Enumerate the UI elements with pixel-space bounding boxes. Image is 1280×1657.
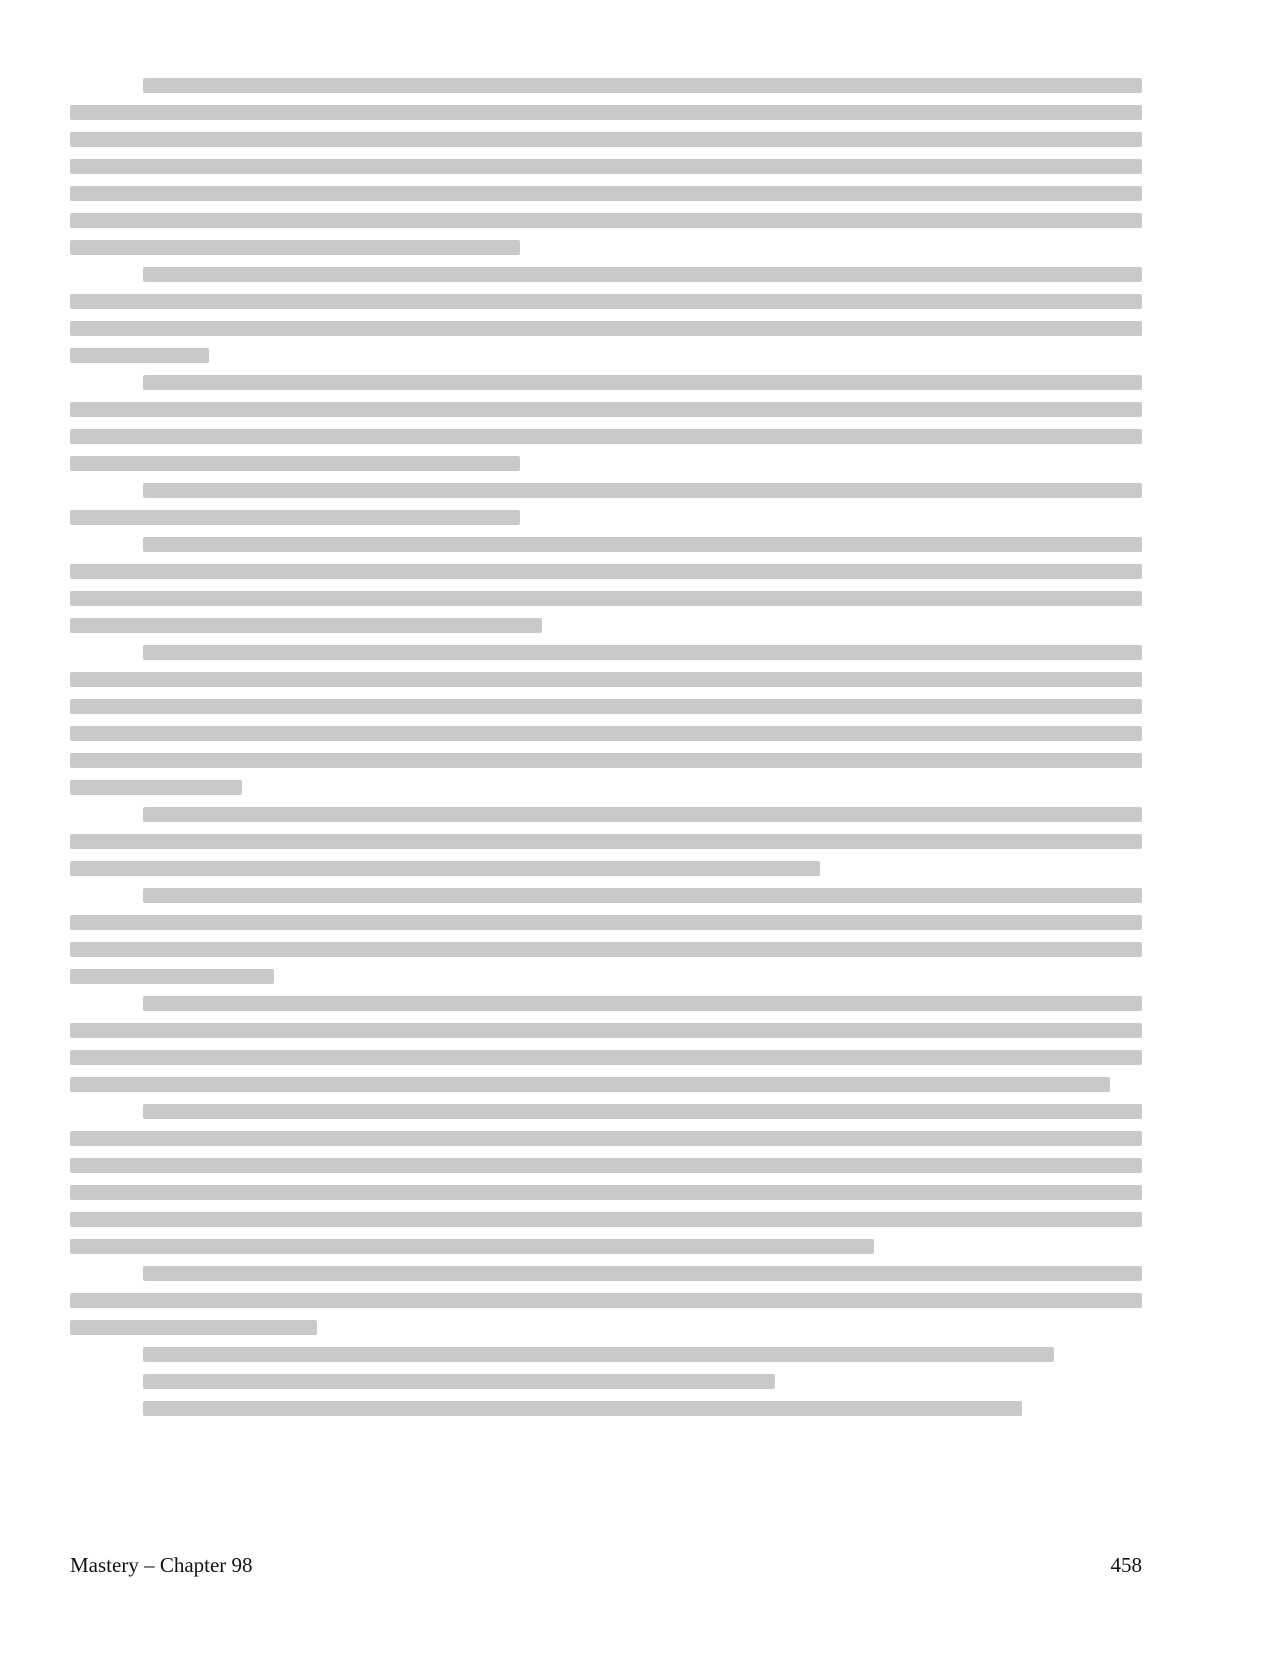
paragraph-redacted xyxy=(70,1341,1142,1368)
text-line-redacted xyxy=(70,990,1142,1017)
text-line-redacted xyxy=(70,1098,1142,1125)
text-line-redacted xyxy=(70,477,1142,504)
text-line-redacted xyxy=(70,1287,1142,1314)
text-line-redacted xyxy=(70,1044,1142,1071)
paragraph-redacted xyxy=(70,369,1142,477)
footer-page-number: 458 xyxy=(1110,1553,1142,1577)
paragraph-redacted xyxy=(70,801,1142,882)
text-line-redacted xyxy=(70,1179,1142,1206)
text-line-redacted xyxy=(70,99,1142,126)
text-line-redacted xyxy=(70,558,1142,585)
text-line-redacted xyxy=(70,801,1142,828)
text-line-redacted xyxy=(70,963,1142,990)
text-line-redacted xyxy=(70,693,1142,720)
text-line-redacted xyxy=(70,747,1142,774)
body-text-column xyxy=(70,72,1142,1422)
text-line-redacted xyxy=(70,153,1142,180)
text-line-redacted xyxy=(70,1341,1142,1368)
text-line-redacted xyxy=(70,423,1142,450)
text-line-redacted xyxy=(70,72,1142,99)
text-line-redacted xyxy=(70,1395,1142,1422)
text-line-redacted xyxy=(70,450,1142,477)
text-line-redacted xyxy=(70,369,1142,396)
paragraph-redacted xyxy=(70,72,1142,261)
text-line-redacted xyxy=(70,288,1142,315)
paragraph-redacted xyxy=(70,990,1142,1098)
paragraph-redacted xyxy=(70,1098,1142,1260)
paragraph-redacted xyxy=(70,1260,1142,1341)
paragraph-redacted xyxy=(70,531,1142,639)
text-line-redacted xyxy=(70,828,1142,855)
text-line-redacted xyxy=(70,585,1142,612)
text-line-redacted xyxy=(70,774,1142,801)
text-line-redacted xyxy=(70,1233,1142,1260)
text-line-redacted xyxy=(70,612,1142,639)
text-line-redacted xyxy=(70,180,1142,207)
text-line-redacted xyxy=(70,1125,1142,1152)
text-line-redacted xyxy=(70,639,1142,666)
text-line-redacted xyxy=(70,207,1142,234)
paragraph-redacted xyxy=(70,261,1142,369)
text-line-redacted xyxy=(70,720,1142,747)
paragraph-redacted xyxy=(70,1395,1142,1422)
page-footer xyxy=(70,1552,1142,1579)
text-line-redacted xyxy=(70,855,1142,882)
text-line-redacted xyxy=(70,936,1142,963)
text-line-redacted xyxy=(70,1368,1142,1395)
paragraph-redacted xyxy=(70,477,1142,531)
paragraph-redacted xyxy=(70,882,1142,990)
text-line-redacted xyxy=(70,504,1142,531)
paragraph-redacted xyxy=(70,639,1142,801)
footer-running-title: Mastery – Chapter 98 xyxy=(70,1553,253,1577)
text-line-redacted xyxy=(70,315,1142,342)
text-line-redacted xyxy=(70,261,1142,288)
text-line-redacted xyxy=(70,1071,1142,1098)
text-line-redacted xyxy=(70,882,1142,909)
text-line-redacted xyxy=(70,126,1142,153)
text-line-redacted xyxy=(70,396,1142,423)
text-line-redacted xyxy=(70,1206,1142,1233)
text-line-redacted xyxy=(70,666,1142,693)
text-line-redacted xyxy=(70,1314,1142,1341)
text-line-redacted xyxy=(70,531,1142,558)
text-line-redacted xyxy=(70,1017,1142,1044)
text-line-redacted xyxy=(70,1152,1142,1179)
paragraph-redacted xyxy=(70,1368,1142,1395)
text-line-redacted xyxy=(70,342,1142,369)
text-line-redacted xyxy=(70,909,1142,936)
text-line-redacted xyxy=(70,1260,1142,1287)
text-line-redacted xyxy=(70,234,1142,261)
